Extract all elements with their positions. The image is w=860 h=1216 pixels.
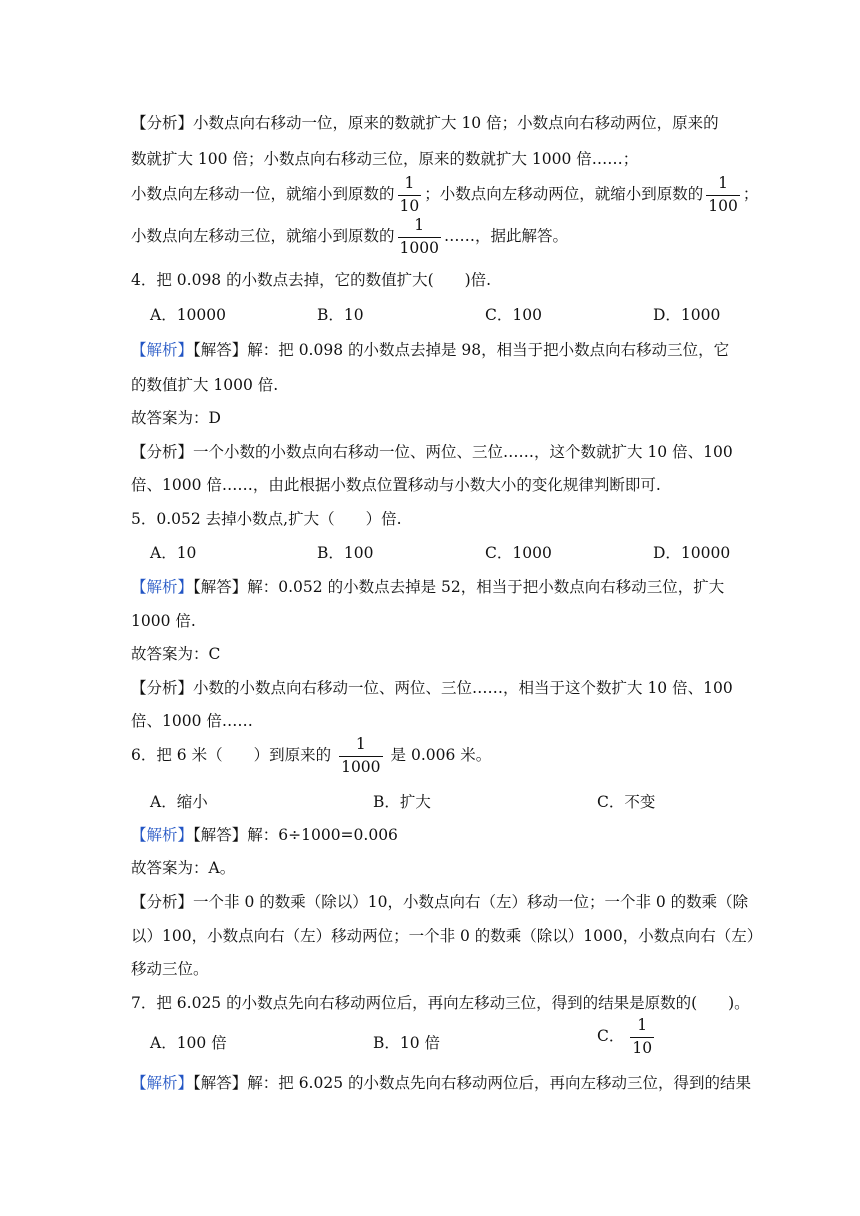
option-a: A．10 — [150, 544, 197, 562]
analysis-line — [131, 440, 733, 462]
solution-line — [131, 823, 398, 845]
option-c: C．100 — [485, 306, 542, 324]
fraction — [339, 737, 382, 775]
question-stem: 4．把 0.098 的小数点去掉，它的数值扩大( )倍. — [131, 271, 492, 289]
analysis-text: 小数的小数点向右移动一位、两位、三位……，相当于这个数扩大 10 倍、100 — [193, 679, 733, 697]
answer-line: 故答案为：D — [131, 409, 221, 427]
solution-text: 【解答】解：6÷1000=0.006 — [193, 826, 398, 844]
analysis-line — [131, 218, 568, 256]
option-c: C．1000 — [485, 544, 552, 562]
analysis-line: 倍、1000 倍…… — [131, 712, 253, 730]
analysis-text: 小数点向左移动三位，就缩小到原数的 — [131, 227, 395, 245]
option-a: A．100 倍 — [150, 1034, 227, 1052]
solution-line: 的数值扩大 1000 倍. — [131, 376, 279, 394]
answer-line: 故答案为：A。 — [131, 859, 236, 877]
solution-line — [131, 1071, 751, 1093]
denominator: 1000 — [341, 757, 381, 776]
option-c — [597, 1018, 657, 1056]
analysis-text: ； — [742, 185, 759, 203]
numerator: 1 — [414, 216, 425, 234]
analysis-tag: 【分析】 — [131, 893, 194, 911]
solution-line — [131, 575, 724, 597]
analysis-text: 一个小数的小数点向右移动一位、两位、三位……，这个数就扩大 10 倍、100 — [193, 443, 733, 461]
option-c: C．不变 — [597, 793, 656, 811]
analysis-tag: 【分析】 — [131, 679, 194, 697]
fraction — [630, 1018, 654, 1056]
denominator: 100 — [708, 196, 738, 215]
solution-text: 【解答】解：把 0.098 的小数点去掉是 98，相当于把小数点向右移动三位，它 — [193, 341, 730, 359]
option-d: D．1000 — [653, 306, 721, 324]
denominator: 10 — [399, 196, 420, 215]
option-b: B．10 — [317, 306, 364, 324]
option-label: C． — [597, 1027, 625, 1045]
denominator: 10 — [632, 1038, 653, 1057]
analysis-tag: 【分析】 — [131, 443, 194, 461]
option-d: D．10000 — [653, 544, 731, 562]
analysis-line — [131, 676, 733, 698]
numerator: 1 — [355, 735, 366, 753]
analysis-line — [131, 890, 748, 912]
solution-text: 【解答】解：0.052 的小数点去掉是 52，相当于把小数点向右移动三位，扩大 — [193, 578, 725, 596]
analysis-line: 倍、1000 倍……，由此根据小数点位置移动与小数大小的变化规律判断即可. — [131, 476, 661, 494]
numerator: 1 — [637, 1016, 648, 1034]
answer-line: 故答案为：C — [131, 645, 221, 663]
fraction — [706, 176, 740, 214]
jiexi-tag: 【解析】 — [131, 826, 194, 844]
jiexi-tag: 【解析】 — [131, 341, 194, 359]
jiexi-tag: 【解析】 — [131, 578, 194, 596]
solution-line: 1000 倍. — [131, 612, 196, 630]
jiexi-tag: 【解析】 — [131, 1074, 194, 1092]
option-b: B．100 — [317, 544, 374, 562]
analysis-text: ……，据此解答。 — [443, 227, 568, 245]
stem-text: 6．把 6 米（ ）到原来的 — [131, 746, 332, 764]
analysis-line — [131, 176, 758, 214]
analysis-line: 移动三位。 — [131, 960, 209, 978]
option-a: A．10000 — [150, 306, 227, 324]
analysis-text: 一个非 0 的数乘（除以）10，小数点向右（左）移动一位；一个非 0 的数乘（除 — [193, 893, 749, 911]
option-b: B．10 倍 — [373, 1034, 441, 1052]
solution-line — [131, 338, 729, 360]
analysis-tag: 【分析】 — [131, 114, 194, 132]
question-stem — [131, 737, 491, 775]
fraction — [398, 218, 441, 256]
analysis-line: 以）100，小数点向右（左）移动两位；一个非 0 的数乘（除以）1000，小数点向右（左） — [131, 927, 763, 945]
analysis-text: 小数点向左移动一位，就缩小到原数的 — [131, 185, 395, 203]
analysis-text: ；小数点向左移动两位，就缩小到原数的 — [424, 185, 704, 203]
analysis-text: 小数点向右移动一位，原来的数就扩大 10 倍；小数点向右移动两位，原来的 — [193, 114, 719, 132]
question-stem: 5．0.052 去掉小数点,扩大（ ）倍. — [131, 510, 402, 528]
numerator: 1 — [718, 174, 728, 192]
fraction — [398, 176, 422, 214]
solution-text: 【解答】解：把 6.025 的小数点先向右移动两位后，再向左移动三位，得到的结果 — [193, 1074, 751, 1092]
option-a: A．缩小 — [150, 793, 208, 811]
analysis-line — [131, 111, 719, 133]
numerator: 1 — [404, 174, 415, 192]
stem-text: 是 0.006 米。 — [390, 746, 492, 764]
question-stem: 7．把 6.025 的小数点先向右移动两位后，再向左移动三位，得到的结果是原数的( )。 — [131, 994, 750, 1012]
analysis-line — [131, 147, 638, 169]
denominator: 1000 — [399, 238, 439, 257]
option-b: B．扩大 — [373, 793, 431, 811]
analysis-text: 数就扩大 100 倍；小数点向右移动三位，原来的数就扩大 1000 倍……； — [131, 150, 639, 168]
